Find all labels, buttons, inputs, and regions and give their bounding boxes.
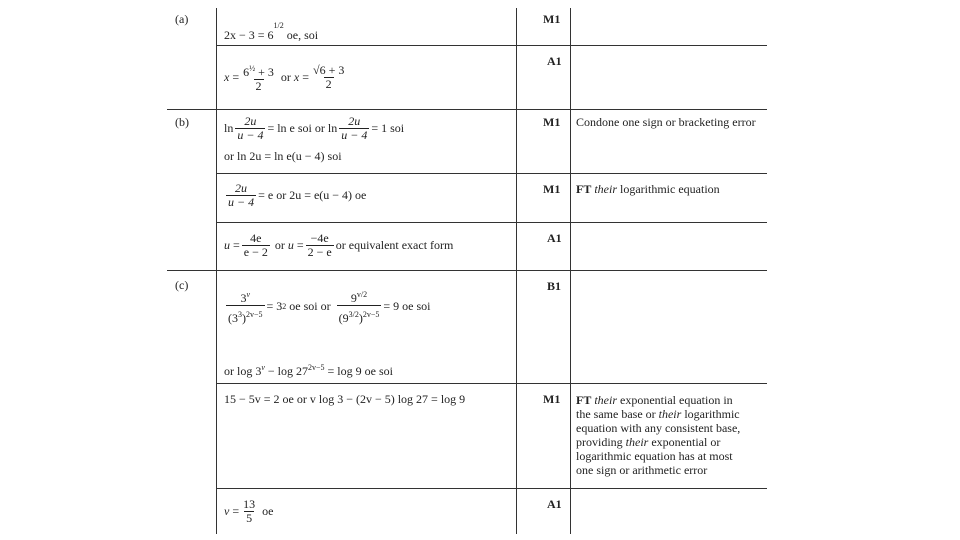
grid-line-left: [216, 8, 217, 534]
working-b2: $\frac{2u}{u - 4}$ = e or 2u = e(u − 4) oe: [228, 181, 367, 209]
guidance-b2: FT their logarithmic equation: [576, 182, 720, 196]
working-b3: u = $\frac{4e}{e - 2}$ or u = $\frac{-4e}{2 - e}$ or equivalent exact form: [224, 231, 454, 259]
grid-line-mark: [516, 8, 517, 534]
guidance-c2: FT their exponential equation in the same base or their logarithmic equation with any consistent base, providing their exponential or logarithmic equation has at most one sign or arithmetic error: [576, 393, 741, 477]
mark-c3: A1: [547, 497, 562, 511]
working-c1-line2: or $\log 3^v - \log 27^{2v-5} = \log 9$ oe soi: [224, 363, 393, 378]
mark-c2: M1: [543, 392, 561, 406]
guidance-b1: Condone one sign or bracketing error: [576, 115, 756, 129]
row-divider: [167, 270, 767, 271]
row-divider: [216, 222, 767, 223]
mark-b1: M1: [543, 115, 561, 129]
row-divider: [216, 488, 767, 489]
working-b1: ln $\frac{2u}{u - 4}$ = ln e soi or ln $\frac{2u}{u - 4}$ = 1 soi: [224, 114, 405, 142]
part-label-c: (c): [175, 278, 189, 292]
working-c1: $\frac{3^v}{(3^3)^{2v-5}}$ = 3 2 oe soi or $\frac{9^{v/2}}{(9^{3/2})^{2v-5}}$ = 9 oe soi: [228, 290, 431, 325]
mark-a1: M1: [543, 12, 561, 26]
part-label-a: (a): [175, 12, 189, 26]
mark-b2: M1: [543, 182, 561, 196]
working-c3: v = $\frac{13}{5}$ oe: [224, 497, 274, 525]
mark-c1: B1: [547, 279, 562, 293]
working-a1: $2x - 3 = 6^{1/2}$ oe, soi: [224, 21, 319, 42]
row-divider: [167, 109, 767, 110]
working-a2: x = $\frac{6^{\frac{1}{2}} + 3}{2}$ or x = $\frac{√6 + 3}{2}$: [224, 63, 345, 93]
row-divider: [216, 45, 767, 46]
mark-b3: A1: [547, 231, 562, 245]
mark-a2: A1: [547, 54, 562, 68]
part-label-b: (b): [175, 115, 189, 129]
working-b1-line2: or ln 2u = ln e(u − 4) soi: [224, 149, 342, 163]
grid-line-guidance: [570, 8, 571, 534]
working-c2: 15 − 5v = 2 oe or v log 3 − (2v − 5) log 27 = log 9: [224, 392, 466, 406]
row-divider: [216, 383, 767, 384]
row-divider: [216, 173, 767, 174]
